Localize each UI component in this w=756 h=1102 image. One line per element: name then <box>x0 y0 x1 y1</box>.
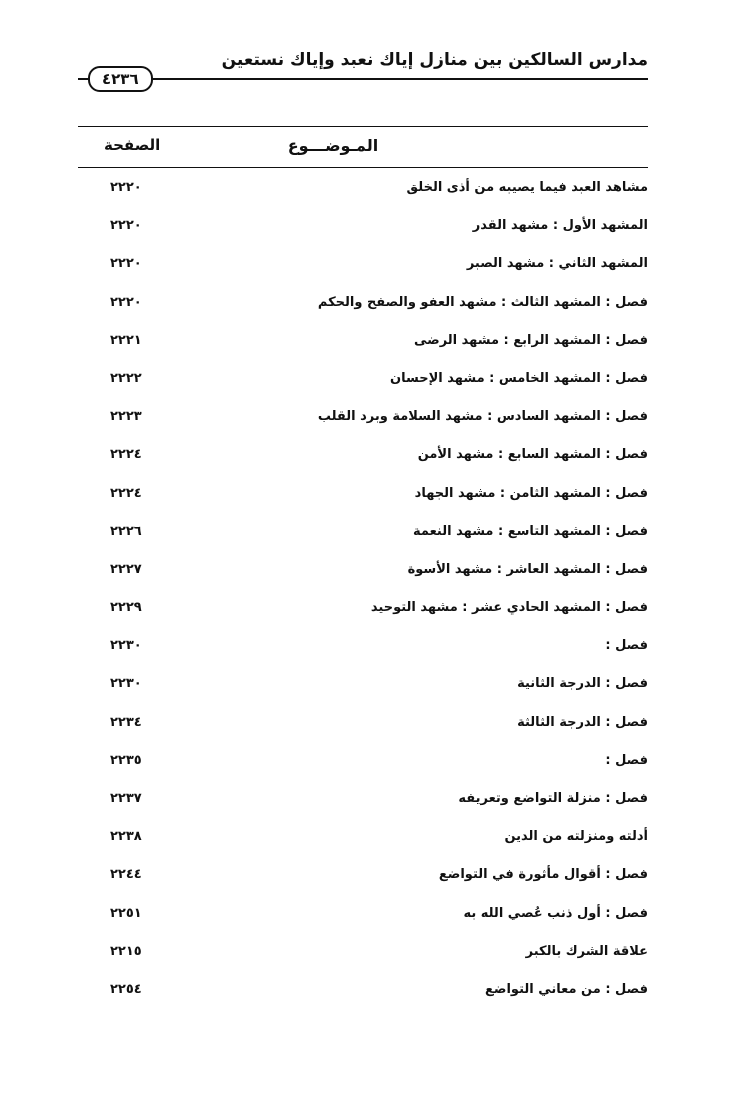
toc-topic: فصل : الدرجة الثانية <box>517 676 648 692</box>
toc-topic: فصل : <box>605 752 648 768</box>
toc-page: ٢٢٢٠ <box>110 218 142 234</box>
toc-row <box>78 819 648 857</box>
toc-topic: فصل : المشهد الرابع : مشهد الرضى <box>414 332 648 348</box>
toc-page: ٢٢٢٣ <box>110 409 142 425</box>
toc-topic: فصل : من معاني التواضع <box>485 981 648 997</box>
toc-row <box>78 208 648 246</box>
toc-rows <box>78 170 648 1010</box>
page-column-header: الصفحة <box>104 136 161 154</box>
toc-topic: فصل : المشهد السابع : مشهد الأمن <box>417 447 648 463</box>
toc-topic: المشهد الثاني : مشهد الصبر <box>466 256 648 272</box>
toc-topic: علاقة الشرك بالكبر <box>525 943 648 959</box>
toc-row <box>78 781 648 819</box>
toc-row <box>78 896 648 934</box>
toc-row <box>78 705 648 743</box>
toc-page: ٢٢٢٠ <box>110 294 142 310</box>
toc-row <box>78 437 648 475</box>
toc-page: ٢٢٢٩ <box>110 600 142 616</box>
toc-row <box>78 323 648 361</box>
toc-page: ٢٢٢٧ <box>110 561 142 577</box>
page-number: ٤٢٣٦ <box>88 66 153 92</box>
toc-page: ٢٢٢٤ <box>110 447 142 463</box>
table-of-contents <box>78 126 648 1010</box>
header-rule <box>78 78 648 80</box>
toc-topic: فصل : المشهد الخامس : مشهد الإحسان <box>390 370 648 386</box>
toc-row <box>78 476 648 514</box>
toc-page: ٢٢٢١ <box>110 332 142 348</box>
toc-topic: فصل : المشهد التاسع : مشهد النعمة <box>413 523 648 539</box>
toc-row <box>78 246 648 284</box>
toc-page: ٢٢٢٤ <box>110 485 142 501</box>
toc-topic: مشاهد العبد فيما يصيبه من أذى الخلق <box>406 180 648 195</box>
toc-page: ٢٢٥١ <box>110 905 142 921</box>
toc-page: ٢٢٣٠ <box>110 638 142 654</box>
toc-row <box>78 361 648 399</box>
toc-page: ٢٢٢٠ <box>110 180 142 195</box>
toc-row <box>78 743 648 781</box>
toc-topic: فصل : منزلة التواضع وتعريفه <box>458 791 648 806</box>
toc-row <box>78 285 648 323</box>
toc-page: ٢٢٣٤ <box>110 714 142 730</box>
book-title: مدارس السالكين بين منازل إياك نعبد وإياك نستعين <box>221 50 648 70</box>
toc-page: ٢٢٣٥ <box>110 752 142 768</box>
toc-topic: فصل : المشهد العاشر : مشهد الأسوة <box>407 561 648 577</box>
toc-page: ٢٢٣٠ <box>110 676 142 692</box>
toc-topic: فصل : أول ذنب عُصي الله به <box>463 905 648 921</box>
toc-page: ٢٢٣٧ <box>110 791 142 806</box>
toc-topic: فصل : أقوال مأثورة في التواضع <box>438 867 648 883</box>
toc-topic: فصل : المشهد السادس : مشهد السلامة وبرد القلب <box>317 409 648 425</box>
toc-row <box>78 170 648 208</box>
toc-page: ٢٢٢٢ <box>110 370 142 386</box>
toc-row <box>78 857 648 895</box>
toc-page: ٢٢٣٨ <box>110 829 142 845</box>
toc-page: ٢٢٢٦ <box>110 523 142 539</box>
page-header <box>78 50 648 90</box>
toc-row <box>78 666 648 704</box>
toc-topic: المشهد الأول : مشهد القدر <box>472 218 648 234</box>
toc-topic: أدلته ومنزلته من الدين <box>504 829 648 845</box>
toc-page: ٢٢٥٤ <box>110 981 142 997</box>
toc-row <box>78 399 648 437</box>
toc-header-row <box>78 126 648 168</box>
toc-row <box>78 934 648 972</box>
toc-page: ٢٢١٥ <box>110 943 142 959</box>
toc-row <box>78 628 648 666</box>
toc-topic: فصل : المشهد الثامن : مشهد الجهاد <box>414 485 648 501</box>
toc-topic: فصل : المشهد الثالث : مشهد العفو والصفح والحكم <box>317 294 648 310</box>
toc-row <box>78 972 648 1010</box>
toc-topic: فصل : الدرجة الثالثة <box>517 714 648 730</box>
topic-column-header: المـوضـــوع <box>287 136 379 155</box>
toc-row <box>78 552 648 590</box>
toc-row <box>78 514 648 552</box>
toc-topic: فصل : المشهد الحادي عشر : مشهد التوحيد <box>370 600 648 616</box>
toc-row <box>78 590 648 628</box>
toc-topic: فصل : <box>605 638 648 654</box>
toc-page: ٢٢٢٠ <box>110 256 142 272</box>
toc-page: ٢٢٤٤ <box>110 867 142 883</box>
